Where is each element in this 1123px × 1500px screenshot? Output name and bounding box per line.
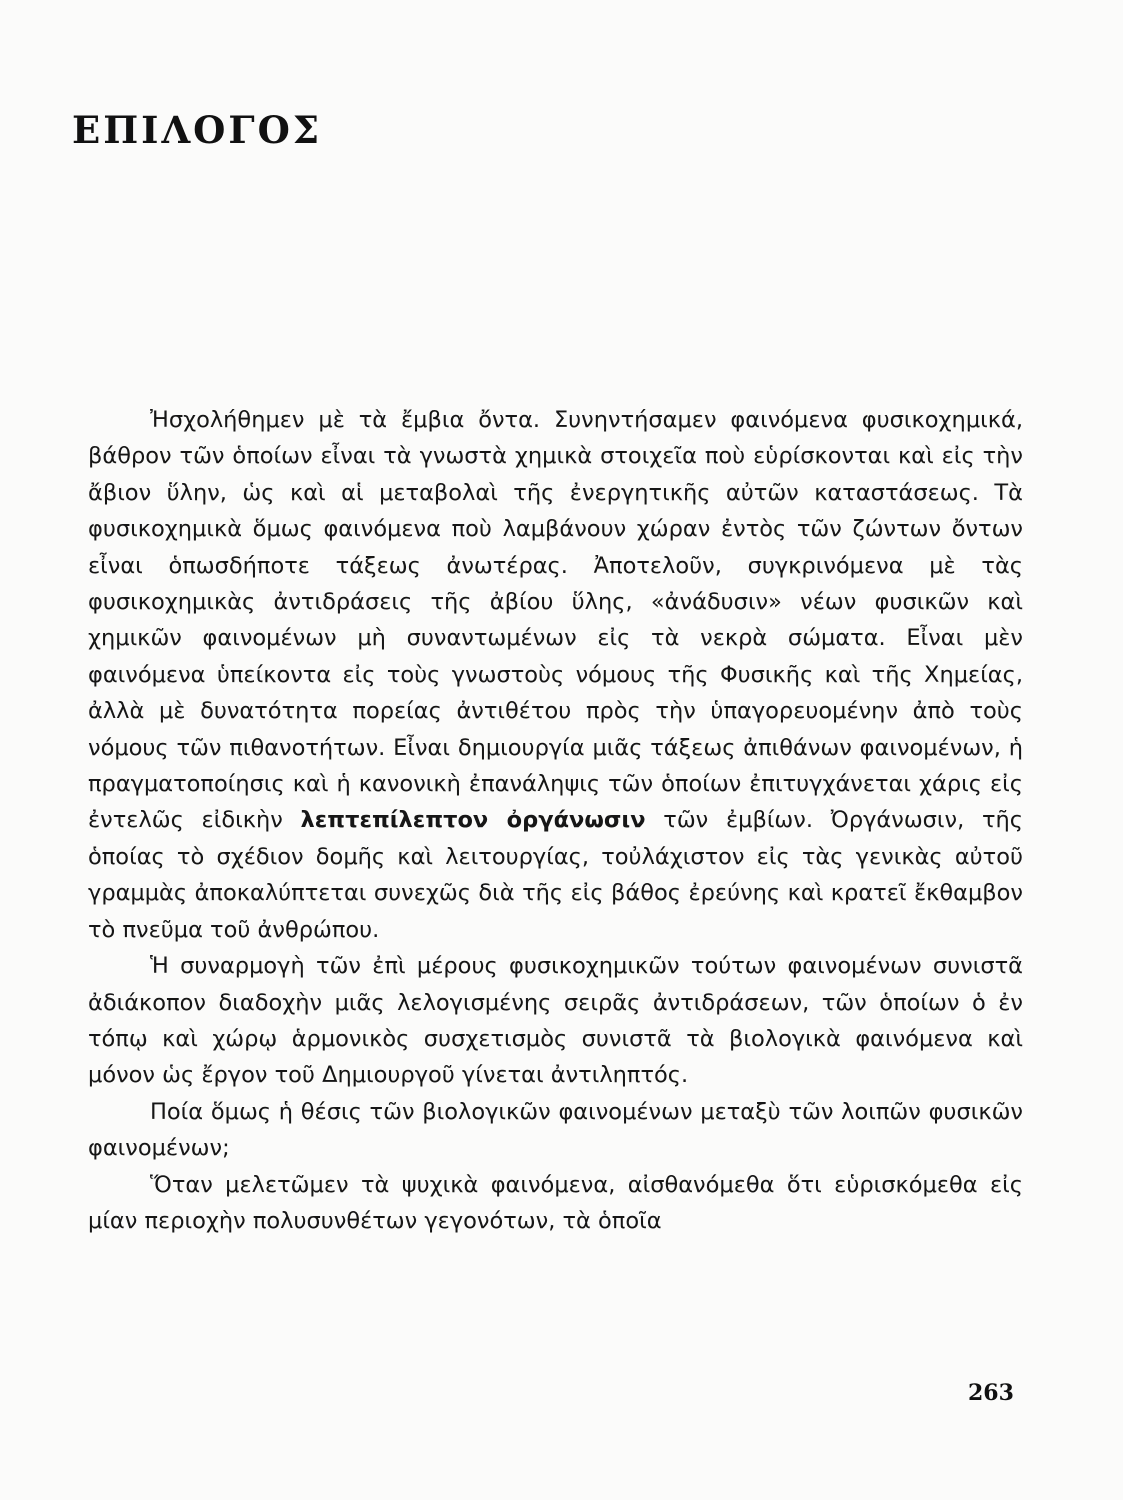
paragraph-1-emphasis: λεπτεπίλεπτον ὀργάνωσιν: [300, 807, 646, 834]
paragraph-1-text-continued: τῶν ἐμβίων. Ὀργάνωσιν, τῆς ὁποίας τὸ σχέδιον δομῆς καὶ λειτουργίας, τοὐλάχιστον εἰς τὰς γενικὰς αὐτοῦ γραμμὰς ἀποκαλύπτεται συνεχῶς διὰ τῆς εἰς βάθος ἐρεύνης καὶ κρατεῖ ἔκθαμβον τὸ πνεῦμα τοῦ ἀνθρώπου.: [88, 807, 1024, 943]
paragraph-1: [88, 402, 1023, 948]
paragraph-4: Ὅταν μελετῶμεν τὰ ψυχικὰ φαινόμενα, αἰσθανόμεθα ὅτι εὑρισκόμεθα εἰς μίαν περιοχὴν πολυσυνθέτων γεγονότων, τὰ ὁποῖα: [88, 1171, 1023, 1234]
paragraph-1-text: Ἠσχολήθημεν μὲ τὰ ἔμβια ὄντα. Συνηντήσαμεν φαινόμενα φυσικοχημικά, βάθρον τῶν ὁποίων εἶναι τὰ γνωστὰ χημικὰ στοιχεῖα ποὺ εὑρίσκονται καὶ εἰς τὴν ἄβιον ὕλην, ὡς καὶ αἱ μεταβολαὶ τῆς ἐνεργητικῆς αὐτῶν καταστάσεως. Τὰ φυσικοχημικὰ ὅμως φαινόμενα ποὺ λαμβάνουν χώραν ἐντὸς τῶν ζώντων ὄντων εἶναι ὁπωσδήποτε τάξεως ἀνωτέρας. Ἀποτελοῦν, συγκρινόμενα μὲ τὰς φυσικοχημικὰς ἀντιδράσεις τῆς ἀβίου ὕλης, «ἀνάδυσιν» νέων φυσικῶν καὶ χημικῶν φαινομένων μὴ συναντωμένων εἰς τὰ νεκρὰ σώματα. Εἶναι μὲν φαινόμενα ὑπείκοντα εἰς τοὺς γνωστοὺς νόμους τῆς Φυσικῆς καὶ τῆς Χημείας, ἀλλὰ μὲ δυνατότητα πορείας ἀντιθέτου πρὸς τὴν ὑπαγορευομένην ἀπὸ τοὺς νόμους τῶν πιθανοτήτων. Εἶναι δημιουργία μιᾶς τάξεως ἀπιθάνων φαινομένων, ἡ πραγματοποίησις καὶ ἡ κανονικὴ ἐπανάληψις τῶν ὁποίων ἐπιτυγχάνεται χάρις εἰς ἐντελῶς εἰδικὴν: [88, 407, 1023, 834]
body-text: [88, 402, 1023, 1239]
paragraph-2: Ἡ συναρμογὴ τῶν ἐπὶ μέρους φυσικοχημικῶν τούτων φαινομένων συνιστᾶ ἀδιάκοπον διαδοχὴν μιᾶς λελογισμένης σειρᾶς ἀντιδράσεων, τῶν ὁποίων ὁ ἐν τόπῳ καὶ χώρῳ ἁρμονικὸς συσχετισμὸς συνιστᾶ τὰ βιολογικὰ φαινόμενα καὶ μόνον ὡς ἔργον τοῦ Δημιουργοῦ γίνεται ἀντιληπτός.: [88, 953, 1023, 1089]
page-number: 263: [968, 1380, 1014, 1406]
paragraph-3: Ποία ὅμως ἡ θέσις τῶν βιολογικῶν φαινομένων μεταξὺ τῶν λοιπῶν φυσικῶν φαινομένων;: [88, 1098, 1023, 1162]
page-title: ΕΠΙΛΟΓΟΣ: [72, 108, 323, 152]
